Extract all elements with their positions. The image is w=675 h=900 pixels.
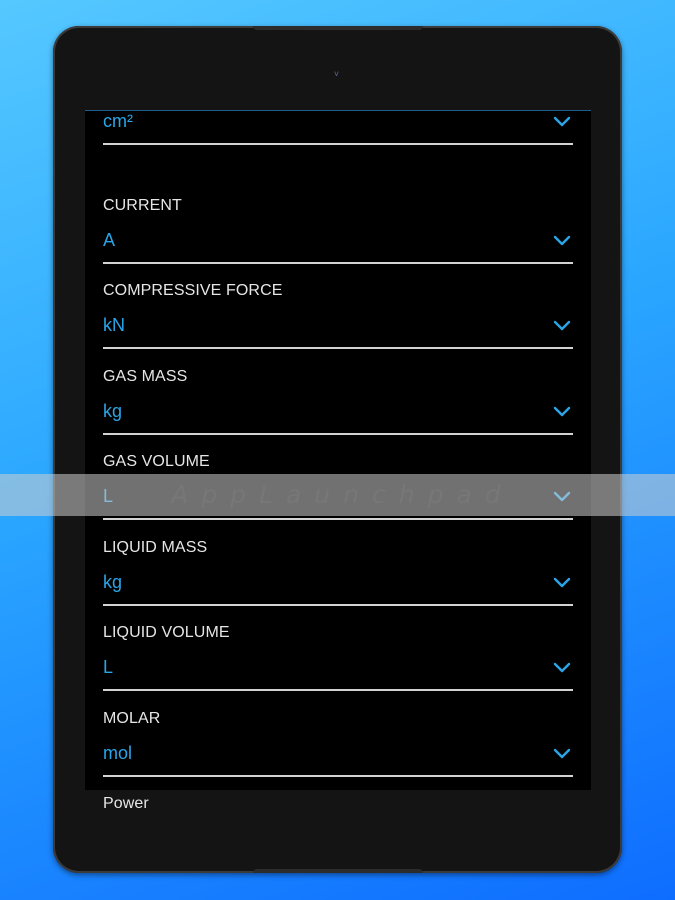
chevron-down-icon[interactable] — [551, 575, 573, 589]
unit-settings-screen — [85, 110, 591, 812]
field-underline — [103, 347, 573, 349]
compressive-force-unit-value[interactable]: kN — [103, 315, 125, 335]
chevron-down-icon[interactable] — [551, 233, 573, 247]
gas-volume-label: GAS VOLUME — [103, 453, 210, 470]
liquid-volume-label: LIQUID VOLUME — [103, 624, 230, 641]
chevron-down-icon[interactable] — [551, 746, 573, 760]
field-underline — [103, 518, 573, 520]
compressive-force-label: COMPRESSIVE FORCE — [103, 282, 283, 299]
power-unit-field[interactable] — [103, 794, 573, 879]
field-underline — [103, 433, 573, 435]
liquid-mass-unit-value[interactable]: kg — [103, 572, 123, 592]
gas-mass-unit-field[interactable] — [103, 367, 573, 452]
tablet-top-edge — [253, 26, 423, 30]
field-underline — [103, 262, 573, 264]
chevron-down-icon[interactable] — [551, 114, 573, 128]
area-unit-field[interactable] — [103, 77, 573, 162]
gas-mass-unit-value[interactable]: kg — [103, 401, 123, 421]
liquid-volume-unit-field[interactable] — [103, 623, 573, 708]
field-underline — [103, 143, 573, 145]
watermark-band — [0, 474, 675, 516]
molar-unit-field[interactable] — [103, 709, 573, 794]
tablet-frame — [53, 26, 622, 873]
watermark-text: AppLaunchpad — [171, 480, 514, 509]
field-underline — [103, 775, 573, 777]
field-underline — [103, 604, 573, 606]
chevron-down-icon[interactable] — [551, 660, 573, 674]
front-camera-icon: ˅ — [333, 69, 340, 79]
liquid-mass-unit-field[interactable] — [103, 538, 573, 623]
liquid-volume-unit-value[interactable]: L — [103, 657, 114, 677]
molar-unit-value[interactable]: mol — [103, 743, 133, 763]
chevron-down-icon[interactable] — [551, 318, 573, 332]
current-label: CURRENT — [103, 197, 182, 214]
liquid-mass-label: LIQUID MASS — [103, 539, 208, 556]
field-underline — [103, 689, 573, 691]
gas-mass-label: GAS MASS — [103, 368, 188, 385]
compressive-force-unit-field[interactable] — [103, 281, 573, 366]
chevron-down-icon[interactable] — [551, 404, 573, 418]
current-unit-value[interactable]: A — [103, 230, 116, 250]
area-unit-value[interactable]: cm² — [103, 111, 133, 131]
power-label: Power — [103, 795, 149, 812]
molar-label: MOLAR — [103, 710, 161, 727]
current-unit-field[interactable] — [103, 196, 573, 281]
